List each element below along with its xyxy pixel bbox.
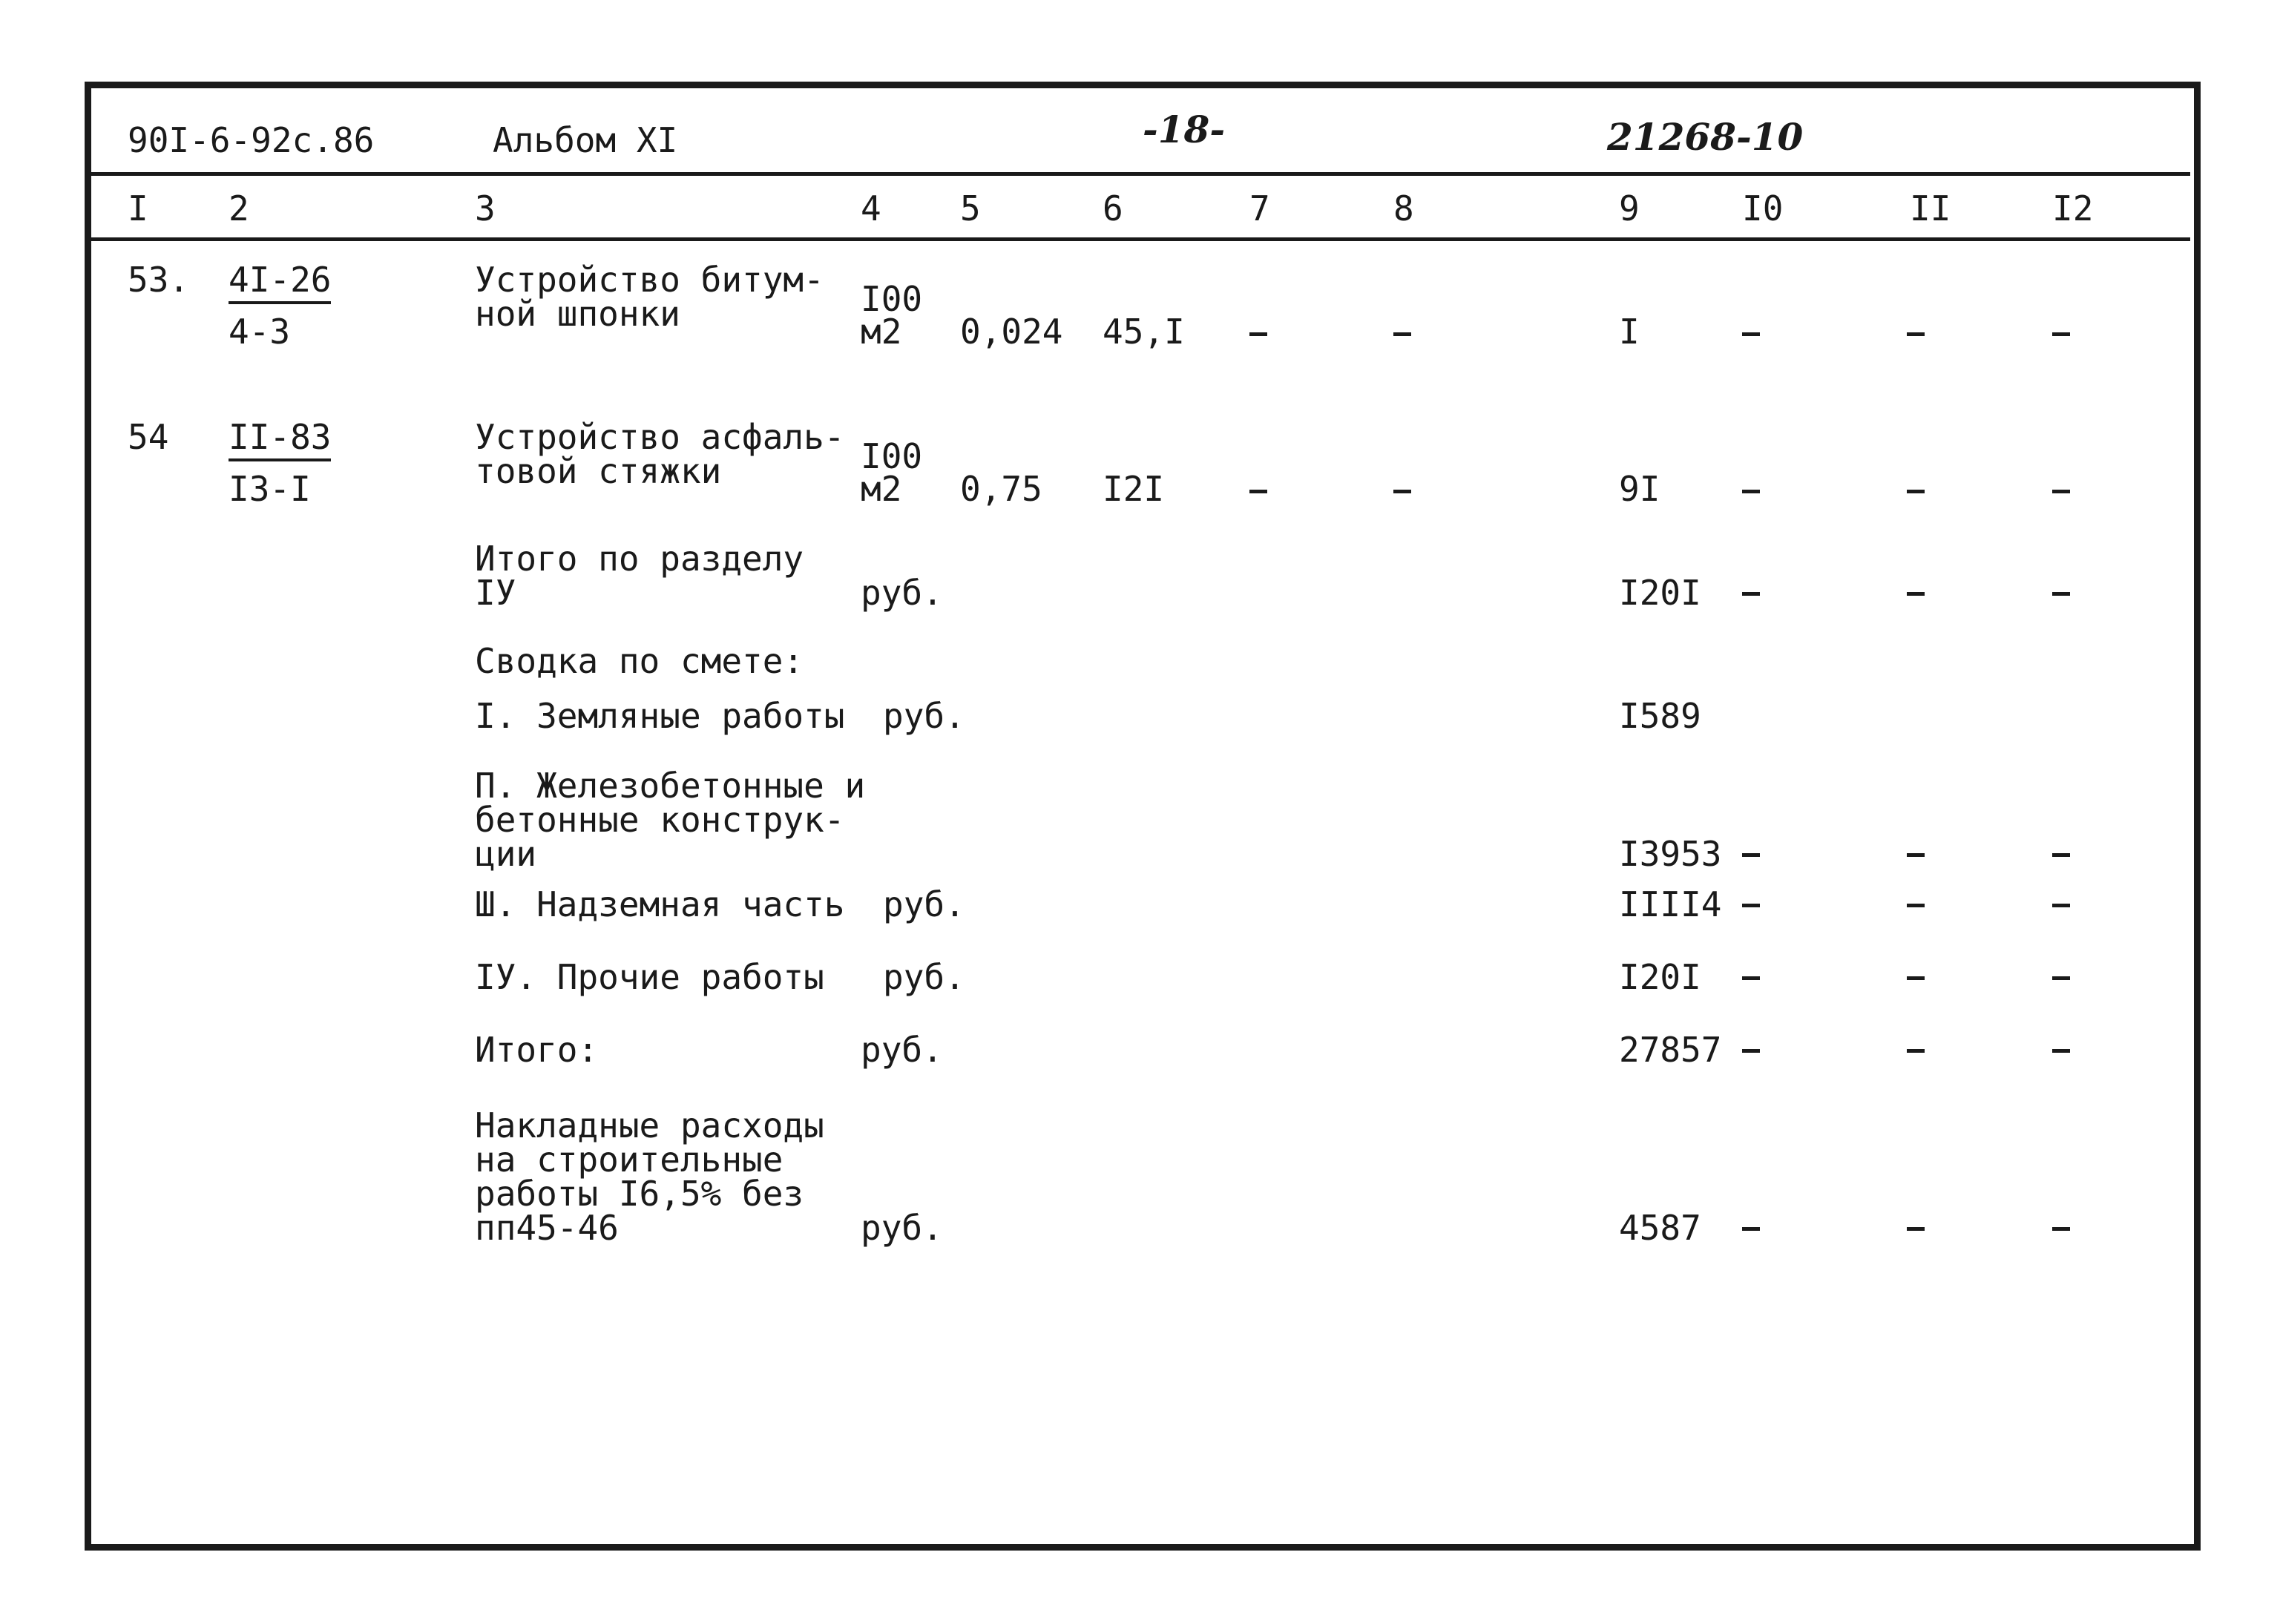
summary-item-2-value: I3953: [1619, 834, 1722, 874]
row-54-c11-dash: [1907, 490, 1925, 493]
summary-item-2-c12-dash: [2052, 853, 2070, 857]
col-header-10: I0: [1742, 188, 1784, 229]
summary-item-3-label: Ш. Надземная часть: [475, 884, 845, 924]
section-total-c12-dash: [2052, 592, 2070, 596]
summary-heading: Сводка по смете:: [475, 641, 804, 681]
summary-item-3-unit: руб.: [883, 884, 965, 924]
summary-item-3-value: IIII4: [1619, 884, 1722, 924]
row-54-qty: 0,75: [960, 469, 1042, 509]
summary-item-1-label: I. Земляные работы: [475, 696, 845, 736]
summary-item-2-label: П. Железобетонные и бетонные конструк- ции: [475, 766, 866, 874]
summary-total-value: 27857: [1619, 1030, 1722, 1070]
col-header-3: 3: [475, 188, 496, 229]
overhead-unit: руб.: [861, 1208, 943, 1248]
row-53-c11-dash: [1907, 332, 1925, 336]
summary-item-4-c12-dash: [2052, 976, 2070, 980]
row-54-unit-bottom: м2: [861, 469, 902, 509]
row-54-c7-dash: [1249, 490, 1267, 493]
album-label: Альбом XI: [493, 120, 678, 160]
row-54-num: 54: [128, 417, 169, 457]
summary-total-label: Итого:: [475, 1030, 599, 1070]
row-53-qty: 0,024: [960, 312, 1063, 352]
row-54-name: Устройство асфаль- товой стяжки: [475, 417, 845, 491]
summary-item-3-c10-dash: [1742, 904, 1760, 907]
row-54-code-bottom: I3-I: [229, 469, 311, 509]
overhead-label: Накладные расходы на строительные работы I6,5% без пп45-46: [475, 1105, 824, 1248]
overhead-c10-dash: [1742, 1227, 1760, 1231]
row-53-num: 53.: [128, 260, 190, 300]
row-53-c12-dash: [2052, 332, 2070, 336]
summary-item-2-c10-dash: [1742, 853, 1760, 857]
row-53-name: Устройство битум- ной шпонки: [475, 260, 824, 334]
row-53-code-top: 4I-26: [229, 263, 331, 304]
section-total-value: I20I: [1619, 573, 1701, 613]
col-header-1: I: [128, 188, 148, 229]
col-header-6: 6: [1103, 188, 1123, 229]
summary-item-4-unit: руб.: [883, 957, 965, 997]
summary-item-4-value: I20I: [1619, 957, 1701, 997]
page-number: -18-: [1143, 108, 1226, 151]
summary-total-c10-dash: [1742, 1049, 1760, 1053]
row-54-unit-top: I00: [861, 436, 923, 476]
summary-item-2-c11-dash: [1907, 853, 1925, 857]
row-53-price: 45,I: [1103, 312, 1185, 352]
col-header-4: 4: [861, 188, 881, 229]
summary-item-3-c11-dash: [1907, 904, 1925, 907]
summary-item-4-label: IУ. Прочие работы: [475, 957, 824, 997]
col-header-2: 2: [229, 188, 249, 229]
row-54-total: 9I: [1619, 469, 1660, 509]
summary-total-c12-dash: [2052, 1049, 2070, 1053]
summary-total-c11-dash: [1907, 1049, 1925, 1053]
overhead-c11-dash: [1907, 1227, 1925, 1231]
overhead-value: 4587: [1619, 1208, 1701, 1248]
section-total-c10-dash: [1742, 592, 1760, 596]
doc-code: 90I-6-92c.86: [128, 120, 375, 160]
column-header-rule: [85, 237, 2190, 241]
page-frame: [85, 82, 2201, 1551]
col-header-8: 8: [1393, 188, 1414, 229]
overhead-c12-dash: [2052, 1227, 2070, 1231]
row-53-c8-dash: [1393, 332, 1411, 336]
col-header-9: 9: [1619, 188, 1640, 229]
row-54-c12-dash: [2052, 490, 2070, 493]
row-53-unit-bottom: м2: [861, 312, 902, 352]
summary-item-4-c10-dash: [1742, 976, 1760, 980]
section-total-c11-dash: [1907, 592, 1925, 596]
row-53-c10-dash: [1742, 332, 1760, 336]
summary-total-unit: руб.: [861, 1030, 943, 1070]
col-header-7: 7: [1249, 188, 1270, 229]
row-54-c8-dash: [1393, 490, 1411, 493]
col-header-11: II: [1910, 188, 1951, 229]
summary-item-1-unit: руб.: [883, 696, 965, 736]
row-53-code-bottom: 4-3: [229, 312, 291, 352]
summary-item-3-c12-dash: [2052, 904, 2070, 907]
row-54-code-top: II-83: [229, 420, 331, 461]
inventory-number: 21268-10: [1607, 115, 1804, 159]
section-total-label: Итого по разделу IУ: [475, 539, 804, 613]
header-rule: [85, 172, 2190, 176]
row-53-unit-top: I00: [861, 279, 923, 319]
row-54-price: I2I: [1103, 469, 1165, 509]
row-54-c10-dash: [1742, 490, 1760, 493]
summary-item-1-value: I589: [1619, 696, 1701, 736]
section-total-unit: руб.: [861, 573, 943, 613]
col-header-12: I2: [2052, 188, 2094, 229]
row-53-c7-dash: [1249, 332, 1267, 336]
row-53-total: I: [1619, 312, 1640, 352]
summary-item-4-c11-dash: [1907, 976, 1925, 980]
col-header-5: 5: [960, 188, 981, 229]
